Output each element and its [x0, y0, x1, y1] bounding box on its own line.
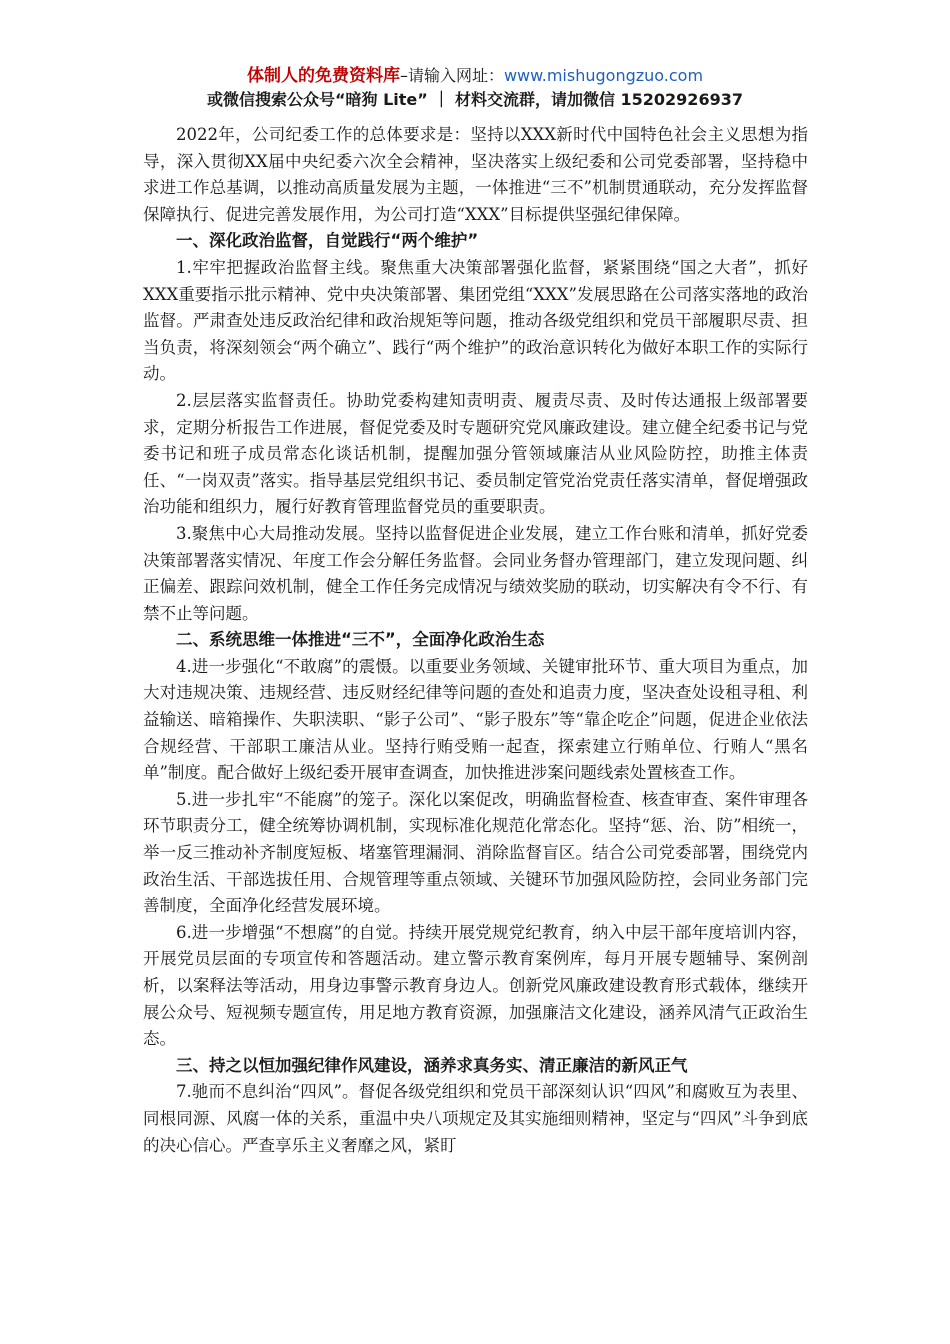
intro-paragraph: 2022年，公司纪委工作的总体要求是：坚持以XXX新时代中国特色社会主义思想为指导，深入贯彻XX届中央纪委六次全会精神，坚决落实上级纪委和公司党委部署，坚持稳中求进工作总基调，以推动高质量发展为主题，一体推进“三不”机制贯通联动，充分发挥监督保障执行、促进完善发展作用，为公司打造“XXX”目标提供坚强纪律保障。 [143, 125, 808, 224]
paragraph-2: 2.层层落实监督责任。协助党委构建知责明责、履责尽责、及时传达通报上级部署要求，定期分析报告工作进展，督促党委及时专题研究党风廉政建设。建立健全纪委书记与党委书记和班子成员常态化谈话机制，提醒加强分管领域廉洁从业风险防控，助推主体责任、“一岗双责”落实。指导基层党组织书记、委员制定管党治党责任落实清单，督促增强政治功能和组织力，履行好教育管理监督党员的重要职责。 [143, 390, 808, 517]
header-banner [0, 64, 950, 112]
paragraph-7: 7.驰而不息纠治“四风”。督促各级党组织和党员干部深刻认识“四风”和腐败互为表里、同根同源、风腐一体的关系，重温中央八项规定及其实施细则精神，坚定与“四风”斗争到底的决心信心。严查享乐主义奢靡之风，紧盯 [143, 1082, 808, 1155]
section-heading-2: 二、系统思维一体推进“三不”，全面净化政治生态 [176, 630, 545, 650]
banner-brand: 体制人的免费资料库 [246, 66, 400, 86]
section-heading-1: 一、深化政治监督，自觉践行“两个维护” [176, 231, 479, 251]
paragraph-3: 3.聚焦中心大局推动发展。坚持以监督促进企业发展，建立工作台账和清单，抓好党委决策部署落实情况、年度工作会分解任务监督。会同业务督办管理部门，建立发现问题、纠正偏差、跟踪问效机制，健全工作任务完成情况与绩效奖励的联动，切实解决有令不行、有禁不止等问题。 [143, 523, 808, 623]
banner-line-2: 或微信搜索公众号“暗狗 Lite” ｜ 材料交流群，请加微信 15202926937 [207, 90, 743, 109]
section-heading-3: 三、持之以恒加强纪律作风建设，涵养求真务实、清正廉洁的新风正气 [176, 1055, 688, 1075]
banner-line-1 [0, 64, 950, 88]
paragraph-1: 1.牢牢把握政治监督主线。聚焦重大决策部署强化监督，紧紧围绕“国之大者”，抓好XXX重要指示批示精神、党中央决策部署、集团党组“XXX”发展思路在公司落实落地的政治监督。严肃查处违反政治纪律和政治规矩等问题，推动各级党组织和党员干部履职尽责、担当负责，将深刻领会“两个确立”、践行“两个维护”的政治意识转化为做好本职工作的实际行动。 [143, 257, 808, 384]
paragraph-6: 6.进一步增强“不想腐”的自觉。持续开展党规党纪教育，纳入中层干部年度培训内容，开展党员层面的专项宣传和答题活动。建立警示教育案例库，每月开展专题辅导、案例剖析，以案释法等活动，用身边事警示教育身边人。创新党风廉政建设教育形式载体，继续开展公众号、短视频专题宣传，用足地方教育资源，加强廉洁文化建设，涵养风清气正政治生态。 [143, 922, 808, 1049]
document-body [143, 122, 808, 1159]
paragraph-5: 5.进一步扎牢“不能腐”的笼子。深化以案促改，明确监督检查、核查审查、案件审理各环节职责分工，健全统筹协调机制，实现标准化规范化常态化。坚持“惩、治、防”相统一，举一反三推动补齐制度短板、堵塞管理漏洞、消除监督盲区。结合公司党委部署，围绕党内政治生活、干部选拔任用、合规管理等重点领域、关键环节加强风险防控，会同业务部门完善制度，全面净化经营发展环境。 [143, 789, 808, 916]
banner-url-link[interactable]: www.mishugongzuo.com [503, 66, 704, 85]
banner-prompt: –请输入网址： [399, 66, 504, 85]
paragraph-4: 4.进一步强化“不敢腐”的震慑。以重要业务领域、关键审批环节、重大项目为重点，加大对违规决策、违规经营、违反财经纪律等问题的查处和追责力度，坚决查处设租寻租、利益输送、暗箱操作、失职渎职、“影子公司”、“影子股东”等“靠企吃企”问题，促进企业依法合规经营、干部职工廉洁从业。坚持行贿受贿一起查，探索建立行贿单位、行贿人“黑名单”制度。配合做好上级纪委开展审查调查，加快推进涉案问题线索处置核查工作。 [143, 656, 808, 783]
